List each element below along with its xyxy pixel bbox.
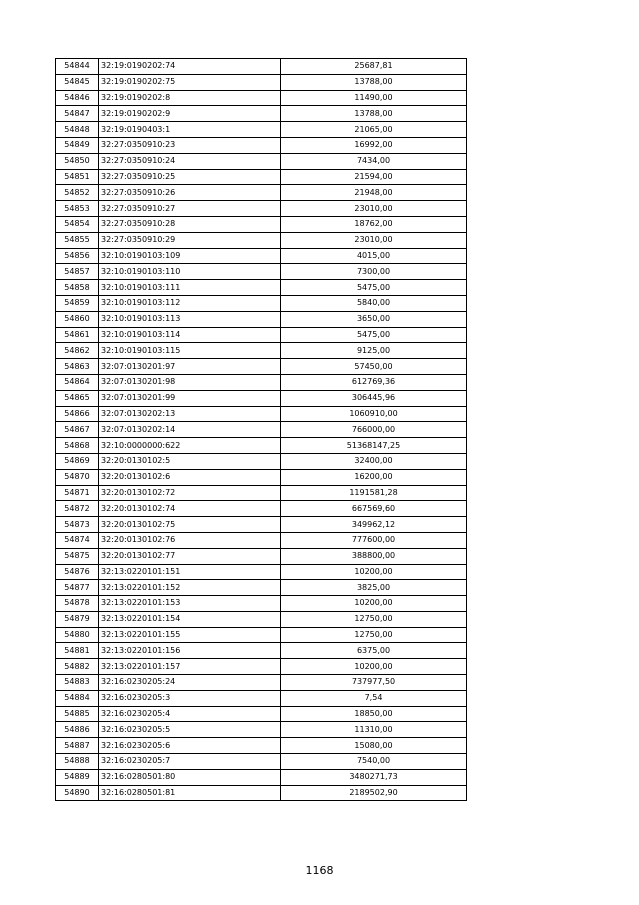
row-number-cell: 54854 [56, 216, 99, 232]
cadastral-number-cell: 32:20:0130102:6 [99, 469, 281, 485]
table-row [56, 106, 467, 122]
value-cell: 1191581,28 [281, 485, 467, 501]
row-number-cell: 54887 [56, 738, 99, 754]
cadastral-number-cell: 32:20:0130102:75 [99, 517, 281, 533]
row-number-cell: 54890 [56, 785, 99, 801]
row-number-cell: 54871 [56, 485, 99, 501]
row-number-cell: 54844 [56, 59, 99, 75]
page-number: 1168 [305, 864, 334, 877]
table-row [56, 469, 467, 485]
table-row [56, 327, 467, 343]
table-row [56, 74, 467, 90]
value-cell: 18850,00 [281, 706, 467, 722]
table-row [56, 137, 467, 153]
value-cell: 32400,00 [281, 453, 467, 469]
row-number-cell: 54888 [56, 754, 99, 770]
value-cell: 6375,00 [281, 643, 467, 659]
cadastral-number-cell: 32:13:0220101:157 [99, 659, 281, 675]
table-row [56, 90, 467, 106]
row-number-cell: 54848 [56, 122, 99, 138]
cadastral-number-cell: 32:19:0190202:9 [99, 106, 281, 122]
cadastral-number-cell: 32:27:0350910:28 [99, 216, 281, 232]
table-row [56, 122, 467, 138]
value-cell: 1060910,00 [281, 406, 467, 422]
table-row [56, 232, 467, 248]
cadastral-number-cell: 32:27:0350910:29 [99, 232, 281, 248]
table-row [56, 754, 467, 770]
cadastral-number-cell: 32:10:0190103:115 [99, 343, 281, 359]
cadastral-number-cell: 32:16:0280501:81 [99, 785, 281, 801]
cadastral-number-cell: 32:19:0190403:1 [99, 122, 281, 138]
cadastral-number-cell: 32:07:0130201:98 [99, 374, 281, 390]
cadastral-number-cell: 32:16:0230205:7 [99, 754, 281, 770]
table-body [56, 59, 467, 801]
row-number-cell: 54886 [56, 722, 99, 738]
cadastral-number-cell: 32:16:0230205:24 [99, 675, 281, 691]
cadastral-number-cell: 32:27:0350910:25 [99, 169, 281, 185]
value-cell: 13788,00 [281, 74, 467, 90]
cadastral-number-cell: 32:07:0130201:99 [99, 390, 281, 406]
table-row [56, 438, 467, 454]
cadastral-number-cell: 32:20:0130102:77 [99, 548, 281, 564]
row-number-cell: 54857 [56, 264, 99, 280]
value-cell: 11310,00 [281, 722, 467, 738]
cadastral-number-cell: 32:10:0000000:622 [99, 438, 281, 454]
value-cell: 667569,60 [281, 501, 467, 517]
value-cell: 12750,00 [281, 627, 467, 643]
value-cell: 10200,00 [281, 659, 467, 675]
cadastral-number-cell: 32:13:0220101:155 [99, 627, 281, 643]
value-cell: 16200,00 [281, 469, 467, 485]
row-number-cell: 54845 [56, 74, 99, 90]
row-number-cell: 54868 [56, 438, 99, 454]
table-row [56, 564, 467, 580]
table-row [56, 343, 467, 359]
value-cell: 23010,00 [281, 201, 467, 217]
cadastral-number-cell: 32:10:0190103:111 [99, 280, 281, 296]
table-row [56, 548, 467, 564]
cadastral-number-cell: 32:20:0130102:74 [99, 501, 281, 517]
cadastral-number-cell: 32:16:0230205:6 [99, 738, 281, 754]
value-cell: 15080,00 [281, 738, 467, 754]
table-row [56, 722, 467, 738]
value-cell: 5475,00 [281, 327, 467, 343]
row-number-cell: 54864 [56, 374, 99, 390]
cadastral-number-cell: 32:16:0230205:3 [99, 690, 281, 706]
table-row [56, 769, 467, 785]
table-row [56, 611, 467, 627]
table-row [56, 264, 467, 280]
cadastral-number-cell: 32:20:0130102:72 [99, 485, 281, 501]
value-cell: 23010,00 [281, 232, 467, 248]
table-row [56, 517, 467, 533]
row-number-cell: 54850 [56, 153, 99, 169]
cadastral-number-cell: 32:19:0190202:8 [99, 90, 281, 106]
row-number-cell: 54885 [56, 706, 99, 722]
cadastral-number-cell: 32:13:0220101:152 [99, 580, 281, 596]
cadastral-number-cell: 32:10:0190103:112 [99, 295, 281, 311]
row-number-cell: 54855 [56, 232, 99, 248]
cadastral-number-cell: 32:10:0190103:114 [99, 327, 281, 343]
table-row [56, 690, 467, 706]
table-row [56, 580, 467, 596]
cadastral-number-cell: 32:20:0130102:76 [99, 532, 281, 548]
row-number-cell: 54870 [56, 469, 99, 485]
value-cell: 51368147,25 [281, 438, 467, 454]
table-row [56, 659, 467, 675]
cadastral-number-cell: 32:16:0230205:4 [99, 706, 281, 722]
cadastral-number-cell: 32:27:0350910:23 [99, 137, 281, 153]
value-cell: 612769,36 [281, 374, 467, 390]
row-number-cell: 54875 [56, 548, 99, 564]
row-number-cell: 54851 [56, 169, 99, 185]
cadastral-number-cell: 32:13:0220101:156 [99, 643, 281, 659]
value-cell: 21065,00 [281, 122, 467, 138]
value-cell: 18762,00 [281, 216, 467, 232]
value-cell: 306445,96 [281, 390, 467, 406]
table-row [56, 422, 467, 438]
row-number-cell: 54867 [56, 422, 99, 438]
row-number-cell: 54872 [56, 501, 99, 517]
table-row [56, 153, 467, 169]
value-cell: 7300,00 [281, 264, 467, 280]
table-row [56, 216, 467, 232]
value-cell: 349962,12 [281, 517, 467, 533]
row-number-cell: 54880 [56, 627, 99, 643]
row-number-cell: 54881 [56, 643, 99, 659]
row-number-cell: 54847 [56, 106, 99, 122]
value-cell: 7434,00 [281, 153, 467, 169]
data-table [55, 58, 467, 801]
cadastral-number-cell: 32:20:0130102:5 [99, 453, 281, 469]
cadastral-number-cell: 32:27:0350910:26 [99, 185, 281, 201]
table-row [56, 532, 467, 548]
value-cell: 13788,00 [281, 106, 467, 122]
value-cell: 2189502,90 [281, 785, 467, 801]
cadastral-number-cell: 32:13:0220101:151 [99, 564, 281, 580]
table-row [56, 706, 467, 722]
value-cell: 5840,00 [281, 295, 467, 311]
value-cell: 737977,50 [281, 675, 467, 691]
row-number-cell: 54860 [56, 311, 99, 327]
row-number-cell: 54874 [56, 532, 99, 548]
cadastral-number-cell: 32:10:0190103:113 [99, 311, 281, 327]
value-cell: 25687,81 [281, 59, 467, 75]
table-row [56, 627, 467, 643]
value-cell: 16992,00 [281, 137, 467, 153]
table-row [56, 311, 467, 327]
cadastral-number-cell: 32:13:0220101:154 [99, 611, 281, 627]
table-row [56, 59, 467, 75]
value-cell: 3650,00 [281, 311, 467, 327]
row-number-cell: 54884 [56, 690, 99, 706]
cadastral-number-cell: 32:16:0280501:80 [99, 769, 281, 785]
cadastral-number-cell: 32:19:0190202:75 [99, 74, 281, 90]
table-row [56, 643, 467, 659]
row-number-cell: 54869 [56, 453, 99, 469]
value-cell: 21948,00 [281, 185, 467, 201]
row-number-cell: 54862 [56, 343, 99, 359]
row-number-cell: 54877 [56, 580, 99, 596]
value-cell: 5475,00 [281, 280, 467, 296]
row-number-cell: 54859 [56, 295, 99, 311]
table-row [56, 374, 467, 390]
value-cell: 10200,00 [281, 596, 467, 612]
row-number-cell: 54863 [56, 359, 99, 375]
value-cell: 12750,00 [281, 611, 467, 627]
table-row [56, 201, 467, 217]
table-row [56, 738, 467, 754]
row-number-cell: 54883 [56, 675, 99, 691]
value-cell: 57450,00 [281, 359, 467, 375]
value-cell: 777600,00 [281, 532, 467, 548]
value-cell: 766000,00 [281, 422, 467, 438]
value-cell: 3825,00 [281, 580, 467, 596]
row-number-cell: 54853 [56, 201, 99, 217]
table-row [56, 675, 467, 691]
row-number-cell: 54866 [56, 406, 99, 422]
row-number-cell: 54882 [56, 659, 99, 675]
table-row [56, 280, 467, 296]
table-row [56, 295, 467, 311]
row-number-cell: 54852 [56, 185, 99, 201]
table-row [56, 501, 467, 517]
table-row [56, 185, 467, 201]
table-row [56, 785, 467, 801]
row-number-cell: 54876 [56, 564, 99, 580]
value-cell: 9125,00 [281, 343, 467, 359]
cadastral-number-cell: 32:16:0230205:5 [99, 722, 281, 738]
cadastral-number-cell: 32:27:0350910:27 [99, 201, 281, 217]
table-row [56, 169, 467, 185]
value-cell: 10200,00 [281, 564, 467, 580]
row-number-cell: 54879 [56, 611, 99, 627]
cadastral-number-cell: 32:19:0190202:74 [99, 59, 281, 75]
cadastral-number-cell: 32:07:0130202:14 [99, 422, 281, 438]
table-row [56, 453, 467, 469]
row-number-cell: 54873 [56, 517, 99, 533]
cadastral-number-cell: 32:07:0130202:13 [99, 406, 281, 422]
table-row [56, 596, 467, 612]
cadastral-number-cell: 32:10:0190103:109 [99, 248, 281, 264]
row-number-cell: 54865 [56, 390, 99, 406]
table-row [56, 359, 467, 375]
row-number-cell: 54856 [56, 248, 99, 264]
row-number-cell: 54858 [56, 280, 99, 296]
value-cell: 4015,00 [281, 248, 467, 264]
table-row [56, 248, 467, 264]
row-number-cell: 54849 [56, 137, 99, 153]
value-cell: 388800,00 [281, 548, 467, 564]
table-row [56, 485, 467, 501]
row-number-cell: 54846 [56, 90, 99, 106]
row-number-cell: 54861 [56, 327, 99, 343]
value-cell: 21594,00 [281, 169, 467, 185]
row-number-cell: 54878 [56, 596, 99, 612]
row-number-cell: 54889 [56, 769, 99, 785]
table-row [56, 406, 467, 422]
value-cell: 11490,00 [281, 90, 467, 106]
value-cell: 3480271,73 [281, 769, 467, 785]
cadastral-number-cell: 32:27:0350910:24 [99, 153, 281, 169]
cadastral-number-cell: 32:07:0130201:97 [99, 359, 281, 375]
cadastral-number-cell: 32:13:0220101:153 [99, 596, 281, 612]
value-cell: 7,54 [281, 690, 467, 706]
table-row [56, 390, 467, 406]
cadastral-number-cell: 32:10:0190103:110 [99, 264, 281, 280]
value-cell: 7540,00 [281, 754, 467, 770]
